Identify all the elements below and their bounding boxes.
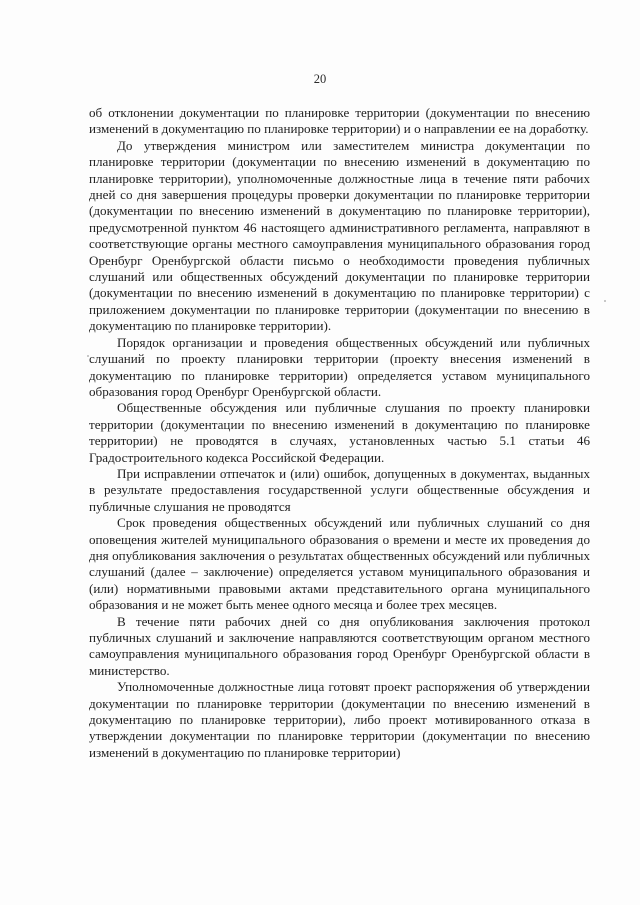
paragraph-5: При исправлении отпечаток и (или) ошибок, допущенных в документах, выданных в результате предоставления государственной услуги общественные обсуждения и публичные слушания не проводятся [89, 465, 590, 514]
scan-speck [110, 268, 111, 269]
paragraph-6: Срок проведения общественных обсуждений или публичных слушаний со дня оповещения жителей муниципального образования о времени и месте их проведения до дня опубликования заключения о результатах общественных обсуждений или публичных слушаний (далее – заключение) определяется уставом муниципального образования и (или) нормативными правовыми актами представительного органа муниципального образования и не может быть менее одного месяца и более трех месяцев. [89, 515, 590, 613]
document-body [89, 105, 590, 761]
scan-speck [604, 300, 606, 302]
paragraph-8: Уполномоченные должностные лица готовят проект распоряжения об утверждении документации по планировке территории (документации по внесению изменений в документацию по планировке территории), либо проект мотивированного отказа в утверждении документации по планировке территории (документации по внесению изменений в документацию по планировке территории) [89, 679, 590, 760]
paragraph-3: Порядок организации и проведения общественных обсуждений или публичных слушаний по проекту планировки территории (проекту внесения изменений в документацию по планировке территории) определяется уставом муниципального образования город Оренбург Оренбургской области. [89, 334, 590, 399]
paragraph-7: В течение пяти рабочих дней со дня опубликования заключения протокол публичных слушаний и заключение направляются соответствующим органом местного самоуправления муниципального образования город Оренбург Оренбургской области в министерство. [89, 613, 590, 678]
page-number: 20 [313, 72, 327, 86]
paragraph-1: об отклонении документации по планировке территории (документации по внесению изменений в документацию по планировке территории) и о направлении ее на доработку. [89, 105, 590, 137]
scan-speck [87, 355, 89, 357]
paragraph-4: Общественные обсуждения или публичные слушания по проекту планировки территории (документации по внесению изменений в документацию по планировке территории) не проводятся в случаях, установленных частью 5.1 статьи 46 Градостроительного кодекса Российской Федерации. [89, 400, 590, 465]
paragraph-2: До утверждения министром или заместителем министра документации по планировке территории (документации по внесению изменений в документацию по планировке территории), уполномоченные должностные лица в течение пяти рабочих дней со дня завершения процедуры проверки документации по планировке территории (документации по внесению изменений в документацию по планировке территории), предусмотренной пунктом 46 настоящего административного регламента, направляют в соответствующие органы местного самоуправления муниципального образования город Оренбург Оренбургской области письмо о необходимости проведения публичных слушаний или общественных обсуждений документации по планировке территории (документации по внесению изменений в документацию по планировке территории) с приложением документации по планировке территории (документации по внесению в документацию по планировке территории). [89, 137, 590, 334]
